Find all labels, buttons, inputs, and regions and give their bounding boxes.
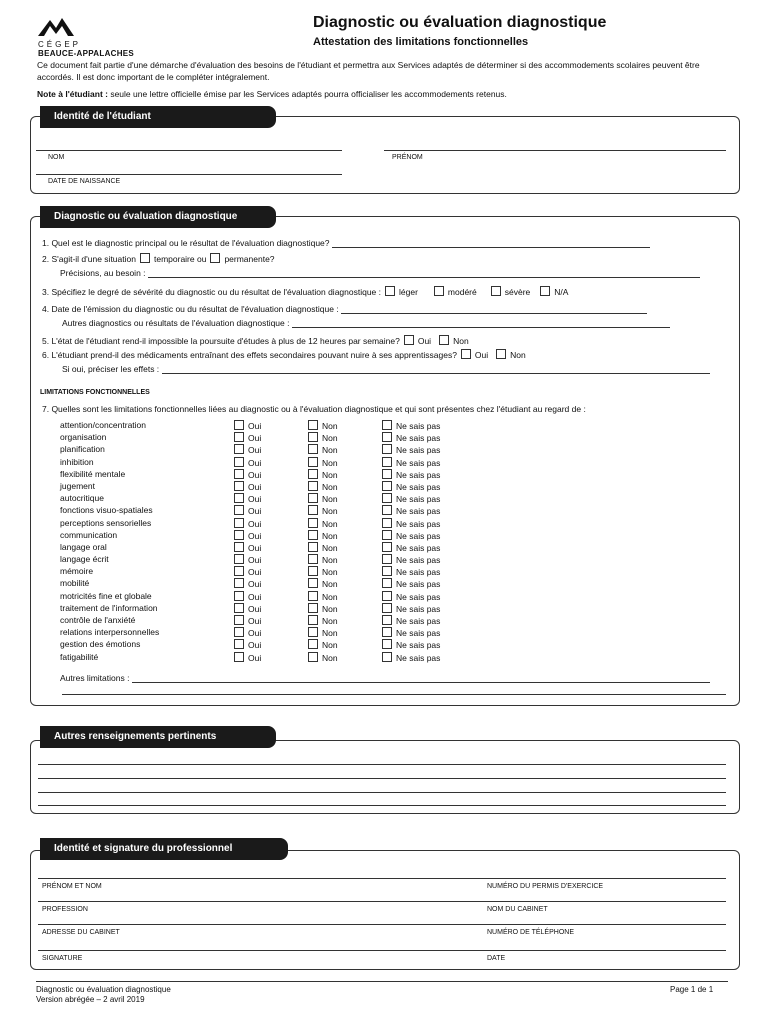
- oui-label: Oui: [248, 567, 262, 578]
- other-info-box: [30, 740, 740, 814]
- oui-label: Oui: [248, 421, 262, 431]
- limitation-ne-sais-pas: [378, 444, 440, 455]
- limitation-oui: [230, 603, 261, 614]
- non-checkbox[interactable]: [308, 469, 318, 479]
- question-1-field[interactable]: [332, 238, 650, 248]
- non-label: Non: [322, 628, 338, 639]
- date-label: DATE: [487, 955, 506, 962]
- section-student-identity-title: Identité de l'étudiant: [40, 106, 276, 128]
- non-checkbox[interactable]: [308, 432, 318, 442]
- non-label: Non: [322, 457, 338, 468]
- footer-version: Version abrégée – 2 avril 2019: [36, 995, 145, 1004]
- non-label: Non: [322, 567, 338, 578]
- limitation-ne-sais-pas: [378, 578, 440, 589]
- other-info-line-3[interactable]: [38, 792, 726, 793]
- limitation-label: mémoire: [60, 566, 94, 577]
- cegep-logo: [36, 14, 156, 58]
- temporaire-checkbox[interactable]: [140, 253, 150, 263]
- question-4-autres: [62, 318, 670, 328]
- autres-limitations-field[interactable]: [132, 673, 710, 683]
- non-label: Non: [322, 603, 338, 614]
- limitation-non: [304, 457, 338, 468]
- q5-non-checkbox[interactable]: [439, 335, 449, 345]
- autres-limitations-field-2[interactable]: [62, 694, 726, 695]
- non-checkbox[interactable]: [308, 652, 318, 662]
- limitation-ne-sais-pas: [378, 639, 440, 650]
- limitation-ne-sais-pas: [378, 627, 440, 638]
- limitation-oui: [230, 432, 261, 443]
- other-info-line-1[interactable]: [38, 764, 726, 765]
- ne-sais-pas-label: Ne sais pas: [396, 469, 441, 480]
- ne-sais-pas-label: Ne sais pas: [396, 445, 441, 456]
- oui-label: Oui: [248, 579, 262, 590]
- limitation-oui: [230, 615, 261, 626]
- non-checkbox[interactable]: [308, 566, 318, 576]
- ne-sais-pas-label: Ne sais pas: [396, 518, 441, 529]
- permanente-label: permanente?: [224, 254, 275, 264]
- limitation-oui: [230, 591, 261, 602]
- question-3-text: 3. Spécifiez le degré de sévérité du diagnostic ou du résultat de l'évaluation diagnostique :: [42, 287, 382, 297]
- nom-label: NOM: [48, 154, 65, 161]
- oui-label: Oui: [248, 640, 262, 651]
- professional-box: [30, 850, 740, 970]
- oui-checkbox[interactable]: [234, 591, 244, 601]
- ne-sais-pas-checkbox[interactable]: [382, 432, 392, 442]
- non-label: Non: [322, 433, 338, 444]
- question-5-text: 5. L'état de l'étudiant rend-il impossible la poursuite d'études à plus de 12 heures par semaine?: [42, 336, 400, 346]
- ne-sais-pas-label: Ne sais pas: [396, 640, 441, 651]
- limitation-oui: [230, 457, 261, 468]
- ne-sais-pas-label: Ne sais pas: [396, 494, 441, 505]
- limitation-ne-sais-pas: [378, 615, 440, 626]
- limitation-ne-sais-pas: [378, 518, 440, 529]
- oui-checkbox[interactable]: [234, 493, 244, 503]
- precisions-field[interactable]: [148, 268, 700, 278]
- oui-label: Oui: [248, 445, 262, 456]
- limitation-ne-sais-pas: [378, 432, 440, 443]
- non-checkbox[interactable]: [308, 457, 318, 467]
- oui-checkbox[interactable]: [234, 530, 244, 540]
- temporaire-label: temporaire ou: [153, 254, 207, 264]
- adresse-field[interactable]: [38, 924, 726, 925]
- ne-sais-pas-checkbox[interactable]: [382, 591, 392, 601]
- non-checkbox[interactable]: [308, 542, 318, 552]
- limitation-oui: [230, 469, 261, 480]
- oui-checkbox[interactable]: [234, 566, 244, 576]
- limitation-non: [304, 493, 338, 504]
- oui-checkbox[interactable]: [234, 615, 244, 625]
- other-info-line-4[interactable]: [38, 805, 726, 806]
- non-checkbox[interactable]: [308, 639, 318, 649]
- oui-checkbox[interactable]: [234, 603, 244, 613]
- question-5: [42, 335, 469, 346]
- q5-non-label: Non: [453, 336, 469, 346]
- ne-sais-pas-checkbox[interactable]: [382, 627, 392, 637]
- non-label: Non: [322, 616, 338, 626]
- severe-checkbox[interactable]: [491, 286, 501, 296]
- page-subtitle: Attestation des limitations fonctionnelles: [313, 36, 529, 48]
- non-checkbox[interactable]: [308, 518, 318, 528]
- limitation-label: autocritique: [60, 493, 104, 504]
- limitation-non: [304, 554, 338, 565]
- question-4-field[interactable]: [341, 304, 647, 314]
- ne-sais-pas-checkbox[interactable]: [382, 420, 392, 430]
- section-other-info-title: Autres renseignements pertinents: [40, 726, 276, 748]
- question-7: 7. Quelles sont les limitations fonctionnelles liées au diagnostic ou à l'évaluation diagnostique et qui sont présentes chez l'étudiant au regard de :: [42, 404, 586, 414]
- oui-checkbox[interactable]: [234, 652, 244, 662]
- non-label: Non: [322, 555, 338, 566]
- ne-sais-pas-label: Ne sais pas: [396, 579, 441, 590]
- limitation-oui: [230, 627, 261, 638]
- prenom-field[interactable]: [384, 150, 726, 151]
- non-label: Non: [322, 421, 338, 431]
- autres-limitations-label: Autres limitations :: [60, 673, 130, 683]
- limitation-non: [304, 603, 338, 614]
- ne-sais-pas-checkbox[interactable]: [382, 566, 392, 576]
- section-professional-title: Identité et signature du professionnel: [40, 838, 288, 860]
- oui-label: Oui: [248, 542, 262, 553]
- limitation-label: langage écrit: [60, 554, 109, 565]
- q6-non-label: Non: [510, 350, 526, 360]
- permis-label: NUMÉRO DU PERMIS D'EXERCICE: [487, 883, 604, 890]
- non-checkbox[interactable]: [308, 591, 318, 601]
- telephone-label: NUMÉRO DE TÉLÉPHONE: [487, 929, 574, 936]
- signature-field[interactable]: [38, 950, 726, 951]
- ne-sais-pas-label: Ne sais pas: [396, 421, 441, 431]
- prenom-nom-field[interactable]: [38, 878, 726, 879]
- ne-sais-pas-label: Ne sais pas: [396, 457, 441, 468]
- oui-checkbox[interactable]: [234, 420, 244, 430]
- non-label: Non: [322, 579, 338, 590]
- oui-checkbox[interactable]: [234, 554, 244, 564]
- limitation-label: traitement de l'information: [60, 602, 158, 613]
- student-note: [37, 89, 507, 99]
- limitation-non: [304, 639, 338, 650]
- limitation-non: [304, 432, 338, 443]
- na-checkbox[interactable]: [540, 286, 550, 296]
- limitation-non: [304, 420, 338, 431]
- limitation-label: attention/concentration: [60, 420, 147, 430]
- cabinet-label: NOM DU CABINET: [487, 906, 548, 913]
- oui-label: Oui: [248, 506, 262, 517]
- oui-label: Oui: [248, 457, 262, 468]
- limitation-ne-sais-pas: [378, 542, 440, 553]
- ne-sais-pas-checkbox[interactable]: [382, 530, 392, 540]
- oui-checkbox[interactable]: [234, 457, 244, 467]
- limitation-oui: [230, 505, 261, 516]
- question-1-text: 1. Quel est le diagnostic principal ou le résultat de l'évaluation diagnostique?: [42, 238, 330, 248]
- ne-sais-pas-checkbox[interactable]: [382, 493, 392, 503]
- limitation-oui: [230, 542, 261, 553]
- limitation-oui: [230, 639, 261, 650]
- limitation-ne-sais-pas: [378, 591, 440, 602]
- section-diagnostic-title: Diagnostic ou évaluation diagnostique: [40, 206, 276, 228]
- ne-sais-pas-checkbox[interactable]: [382, 505, 392, 515]
- limitation-ne-sais-pas: [378, 493, 440, 504]
- oui-label: Oui: [248, 555, 262, 566]
- oui-checkbox[interactable]: [234, 627, 244, 637]
- limitation-ne-sais-pas: [378, 481, 440, 492]
- ne-sais-pas-label: Ne sais pas: [396, 542, 441, 553]
- limitation-oui: [230, 420, 261, 431]
- limitation-ne-sais-pas: [378, 530, 440, 541]
- limitation-ne-sais-pas: [378, 652, 440, 663]
- prenom-nom-label: PRÉNOM ET NOM: [42, 883, 102, 890]
- effets-field[interactable]: [162, 364, 710, 374]
- ne-sais-pas-label: Ne sais pas: [396, 530, 441, 541]
- ne-sais-pas-checkbox[interactable]: [382, 615, 392, 625]
- limitation-label: jugement: [60, 480, 95, 491]
- oui-label: Oui: [248, 591, 262, 602]
- limitation-ne-sais-pas: [378, 566, 440, 577]
- oui-label: Oui: [248, 481, 262, 492]
- non-label: Non: [322, 652, 338, 663]
- limitation-non: [304, 530, 338, 541]
- limitations-heading: LIMITATIONS FONCTIONNELLES: [40, 389, 150, 396]
- ne-sais-pas-label: Ne sais pas: [396, 603, 441, 614]
- footer-divider: [36, 981, 728, 982]
- footer-document-name: Diagnostic ou évaluation diagnostique: [36, 985, 171, 994]
- limitation-oui: [230, 554, 261, 565]
- non-label: Non: [322, 445, 338, 456]
- limitation-non: [304, 578, 338, 589]
- limitation-ne-sais-pas: [378, 554, 440, 565]
- oui-label: Oui: [248, 433, 262, 444]
- non-checkbox[interactable]: [308, 505, 318, 515]
- autres-diagnostics-label: Autres diagnostics ou résultats de l'évaluation diagnostique :: [62, 318, 290, 328]
- ne-sais-pas-label: Ne sais pas: [396, 591, 441, 602]
- prenom-label: PRÉNOM: [392, 154, 423, 161]
- non-label: Non: [322, 494, 338, 505]
- limitation-label: fatigabilité: [60, 651, 99, 662]
- limitation-non: [304, 542, 338, 553]
- ne-sais-pas-checkbox[interactable]: [382, 457, 392, 467]
- non-label: Non: [322, 542, 338, 553]
- oui-label: Oui: [248, 494, 262, 505]
- limitation-non: [304, 469, 338, 480]
- non-checkbox[interactable]: [308, 615, 318, 625]
- ne-sais-pas-label: Ne sais pas: [396, 481, 441, 492]
- limitation-ne-sais-pas: [378, 457, 440, 468]
- profession-field[interactable]: [38, 901, 726, 902]
- limitation-oui: [230, 566, 261, 577]
- oui-checkbox[interactable]: [234, 481, 244, 491]
- limitation-label: organisation: [60, 432, 107, 443]
- precisions-label: Précisions, au besoin :: [60, 268, 146, 278]
- limitation-label: communication: [60, 529, 118, 540]
- ne-sais-pas-checkbox[interactable]: [382, 603, 392, 613]
- limitation-label: flexibilité mentale: [60, 468, 126, 479]
- question-2-precisions: [60, 268, 700, 278]
- modere-checkbox[interactable]: [434, 286, 444, 296]
- limitation-ne-sais-pas: [378, 505, 440, 516]
- limitation-label: perceptions sensorielles: [60, 517, 152, 528]
- limitation-oui: [230, 444, 261, 455]
- signature-label: SIGNATURE: [42, 955, 83, 962]
- non-label: Non: [322, 640, 338, 651]
- q6-oui-label: Oui: [474, 350, 489, 360]
- limitation-non: [304, 591, 338, 602]
- limitation-label: motricités fine et globale: [60, 590, 152, 601]
- leger-checkbox[interactable]: [385, 286, 395, 296]
- limitation-non: [304, 505, 338, 516]
- note-text: seule une lettre officielle émise par les Services adaptés pourra officialiser les accommodements retenus.: [107, 89, 507, 99]
- non-checkbox[interactable]: [308, 627, 318, 637]
- limitation-oui: [230, 578, 261, 589]
- ne-sais-pas-label: Ne sais pas: [396, 506, 441, 517]
- limitation-oui: [230, 481, 261, 492]
- limitation-non: [304, 481, 338, 492]
- oui-label: Oui: [248, 628, 262, 639]
- non-label: Non: [322, 506, 338, 517]
- effets-label: Si oui, préciser les effets :: [62, 364, 160, 374]
- question-6-effets: [62, 364, 710, 374]
- non-checkbox[interactable]: [308, 603, 318, 613]
- profession-label: PROFESSION: [42, 906, 88, 913]
- limitation-label: fonctions visuo-spatiales: [60, 505, 153, 516]
- ne-sais-pas-checkbox[interactable]: [382, 652, 392, 662]
- limitation-label: planification: [60, 444, 105, 455]
- limitation-non: [304, 652, 338, 663]
- autres-limitations: [60, 673, 710, 683]
- ne-sais-pas-checkbox[interactable]: [382, 469, 392, 479]
- oui-label: Oui: [248, 469, 262, 480]
- limitation-oui: [230, 652, 261, 663]
- severe-label: sévère: [504, 287, 531, 297]
- ne-sais-pas-label: Ne sais pas: [396, 628, 441, 639]
- oui-label: Oui: [248, 603, 262, 614]
- limitation-oui: [230, 530, 261, 541]
- naissance-field[interactable]: [36, 174, 342, 175]
- limitation-ne-sais-pas: [378, 603, 440, 614]
- limitation-oui: [230, 493, 261, 504]
- question-4-text: 4. Date de l'émission du diagnostic ou du résultat de l'évaluation diagnostique :: [42, 304, 339, 314]
- ne-sais-pas-checkbox[interactable]: [382, 518, 392, 528]
- ne-sais-pas-checkbox[interactable]: [382, 481, 392, 491]
- oui-checkbox[interactable]: [234, 444, 244, 454]
- oui-label: Oui: [248, 518, 262, 529]
- logo-mark-icon: [36, 14, 76, 38]
- question-2-text: 2. S'agit-il d'une situation: [42, 254, 136, 264]
- other-info-line-2[interactable]: [38, 778, 726, 779]
- ne-sais-pas-label: Ne sais pas: [396, 567, 441, 578]
- limitation-non: [304, 444, 338, 455]
- oui-checkbox[interactable]: [234, 639, 244, 649]
- limitation-label: gestion des émotions: [60, 639, 141, 650]
- note-label: Note à l'étudiant :: [37, 89, 108, 99]
- question-6: [42, 349, 526, 360]
- question-3: [42, 286, 568, 297]
- limitation-non: [304, 566, 338, 577]
- limitation-label: inhibition: [60, 456, 94, 467]
- q5-oui-label: Oui: [417, 336, 432, 346]
- footer-page-number: Page 1 de 1: [670, 985, 714, 994]
- non-checkbox[interactable]: [308, 481, 318, 491]
- limitation-non: [304, 627, 338, 638]
- ne-sais-pas-label: Ne sais pas: [396, 652, 441, 663]
- non-checkbox[interactable]: [308, 578, 318, 588]
- non-checkbox[interactable]: [308, 420, 318, 430]
- limitation-non: [304, 615, 338, 626]
- question-4: [42, 304, 647, 314]
- ne-sais-pas-label: Ne sais pas: [396, 616, 441, 626]
- logo-text-bottom: BEAUCE-APPALACHES: [38, 49, 135, 58]
- oui-label: Oui: [248, 530, 262, 541]
- oui-checkbox[interactable]: [234, 578, 244, 588]
- permanente-checkbox[interactable]: [210, 253, 220, 263]
- oui-checkbox[interactable]: [234, 469, 244, 479]
- non-label: Non: [322, 591, 338, 602]
- q5-oui-checkbox[interactable]: [404, 335, 414, 345]
- ne-sais-pas-checkbox[interactable]: [382, 578, 392, 588]
- limitation-label: contrôle de l'anxiété: [60, 615, 136, 625]
- intro-text: Ce document fait partie d'une démarche d'évaluation des besoins de l'étudiant et permettra aux Services adaptés de déterminer si des accommodements scolaires peuvent être accordés. Il est donc important de le compléter intégralement.: [37, 60, 700, 82]
- oui-checkbox[interactable]: [234, 542, 244, 552]
- non-checkbox[interactable]: [308, 444, 318, 454]
- limitation-label: langage oral: [60, 541, 107, 552]
- oui-checkbox[interactable]: [234, 505, 244, 515]
- ne-sais-pas-label: Ne sais pas: [396, 433, 441, 444]
- autres-diagnostics-field[interactable]: [292, 318, 670, 328]
- non-label: Non: [322, 481, 338, 492]
- limitation-non: [304, 518, 338, 529]
- question-6-text: 6. L'étudiant prend-il des médicaments entraînant des effets secondaires pouvant nuire à ses apprentissages?: [42, 350, 457, 360]
- oui-label: Oui: [248, 616, 262, 626]
- non-label: Non: [322, 530, 338, 541]
- ne-sais-pas-checkbox[interactable]: [382, 639, 392, 649]
- q6-oui-checkbox[interactable]: [461, 349, 471, 359]
- page-title: Diagnostic ou évaluation diagnostique: [313, 14, 607, 31]
- oui-label: Oui: [248, 652, 262, 663]
- ne-sais-pas-checkbox[interactable]: [382, 444, 392, 454]
- limitation-ne-sais-pas: [378, 469, 440, 480]
- limitation-ne-sais-pas: [378, 420, 440, 431]
- logo-text-top: CÉGEP: [38, 40, 82, 49]
- limitation-label: mobilité: [60, 578, 90, 589]
- oui-checkbox[interactable]: [234, 432, 244, 442]
- non-checkbox[interactable]: [308, 530, 318, 540]
- limitation-oui: [230, 518, 261, 529]
- limitation-label: relations interpersonnelles: [60, 627, 160, 638]
- q6-non-checkbox[interactable]: [496, 349, 506, 359]
- naissance-label: DATE DE NAISSANCE: [48, 178, 121, 185]
- non-checkbox[interactable]: [308, 554, 318, 564]
- non-checkbox[interactable]: [308, 493, 318, 503]
- ne-sais-pas-checkbox[interactable]: [382, 554, 392, 564]
- adresse-label: ADRESSE DU CABINET: [42, 929, 120, 936]
- ne-sais-pas-label: Ne sais pas: [396, 555, 441, 566]
- non-label: Non: [322, 518, 338, 529]
- question-2: [42, 253, 275, 264]
- nom-field[interactable]: [36, 150, 342, 151]
- ne-sais-pas-checkbox[interactable]: [382, 542, 392, 552]
- na-label: N/A: [554, 287, 569, 297]
- modere-label: modéré: [447, 287, 477, 297]
- oui-checkbox[interactable]: [234, 518, 244, 528]
- leger-label: léger: [399, 287, 418, 297]
- question-1: [42, 238, 650, 248]
- non-label: Non: [322, 469, 338, 480]
